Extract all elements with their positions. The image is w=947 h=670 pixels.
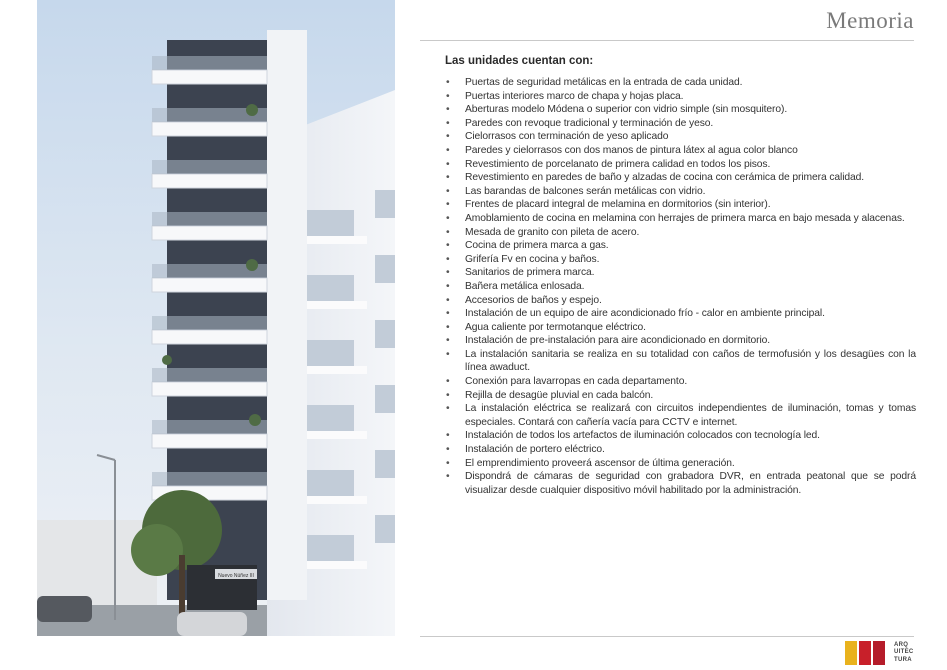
list-item: • Instalación de todos los artefactos de iluminación colocados con tecnología led.: [444, 429, 916, 443]
list-item: • Cocina de primera marca a gas.: [444, 239, 916, 253]
list-item: • El emprendimiento proveerá ascensor de última generación.: [444, 457, 916, 471]
title-divider: [420, 40, 914, 41]
list-item: • Dispondrá de cámaras de seguridad con grabadora DVR, en entrada peatonal que se podrá visualizar desde cualquier dispositivo móvil habilitado por la administración.: [444, 470, 916, 497]
features-list: [444, 76, 916, 457]
list-item: • Instalación de pre-instalación para aire acondicionado en dormitorio.: [444, 334, 916, 348]
logo-block-darkred: [873, 641, 885, 665]
list-item: • Las barandas de balcones serán metálicas con vidrio.: [444, 185, 916, 199]
list-item: • Paredes con revoque tradicional y terminación de yeso.: [444, 117, 916, 131]
list-item: • Amoblamiento de cocina en melamina con herrajes de primera marca en bajo mesada y alacenas.: [444, 212, 916, 226]
list-item: • Instalación de portero eléctrico.: [444, 443, 916, 457]
list-item: • Revestimiento de porcelanato de primera calidad en todos los pisos.: [444, 158, 916, 172]
list-item: • Puertas de seguridad metálicas en la entrada de cada unidad.: [444, 76, 916, 90]
list-item: • Grifería Fv en cocina y baños.: [444, 253, 916, 267]
section-heading: Las unidades cuentan con:: [445, 55, 594, 67]
logo-block-yellow: [845, 641, 857, 665]
list-item: • La instalación sanitaria se realiza en su totalidad con caños de termofusión y los desagües con la línea awaduct.: [444, 348, 916, 375]
logo-block-red: [859, 641, 871, 665]
list-item: • Agua caliente por termotanque eléctrico.: [444, 321, 916, 335]
specs-section: [444, 55, 916, 497]
list-item: • Revestimiento en paredes de baño y alzadas de cocina con cerámica de primera calidad.: [444, 171, 916, 185]
logo-text: ARQ UITEC TURA: [894, 642, 914, 663]
list-item: • Aberturas modelo Módena o superior con vidrio simple (sin mosquitero).: [444, 103, 916, 117]
building-sign: Nuevo Núñez III: [218, 573, 254, 579]
extra-features-list: [444, 457, 916, 498]
list-item: • Accesorios de baños y espejo.: [444, 294, 916, 308]
list-item: • Rejilla de desagüe pluvial en cada balcón.: [444, 389, 916, 403]
list-item: • Mesada de granito con pileta de acero.: [444, 226, 916, 240]
list-item: • Conexión para lavarropas en cada departamento.: [444, 375, 916, 389]
footer-divider: [420, 636, 914, 637]
list-item: • Paredes y cielorrasos con dos manos de pintura látex al agua color blanco: [444, 144, 916, 158]
page-title: Memoria: [826, 8, 914, 33]
list-item: • La instalación eléctrica se realizará con circuitos independientes de iluminación, tomas y tomas especiales. Contará con cañería vacía para CCTV e internet.: [444, 402, 916, 429]
list-item: • Puertas interiores marco de chapa y hojas placa.: [444, 90, 916, 104]
list-item: • Cielorrasos con terminación de yeso aplicado: [444, 130, 916, 144]
list-item: • Instalación de un equipo de aire acondicionado frío - calor en ambiente principal.: [444, 307, 916, 321]
list-item: • Bañera metálica enlosada.: [444, 280, 916, 294]
list-item: • Frentes de placard integral de melamina en dormitorios (sin interior).: [444, 198, 916, 212]
building-render-image: [37, 0, 395, 636]
list-item: • Sanitarios de primera marca.: [444, 266, 916, 280]
company-logo: [845, 641, 917, 665]
